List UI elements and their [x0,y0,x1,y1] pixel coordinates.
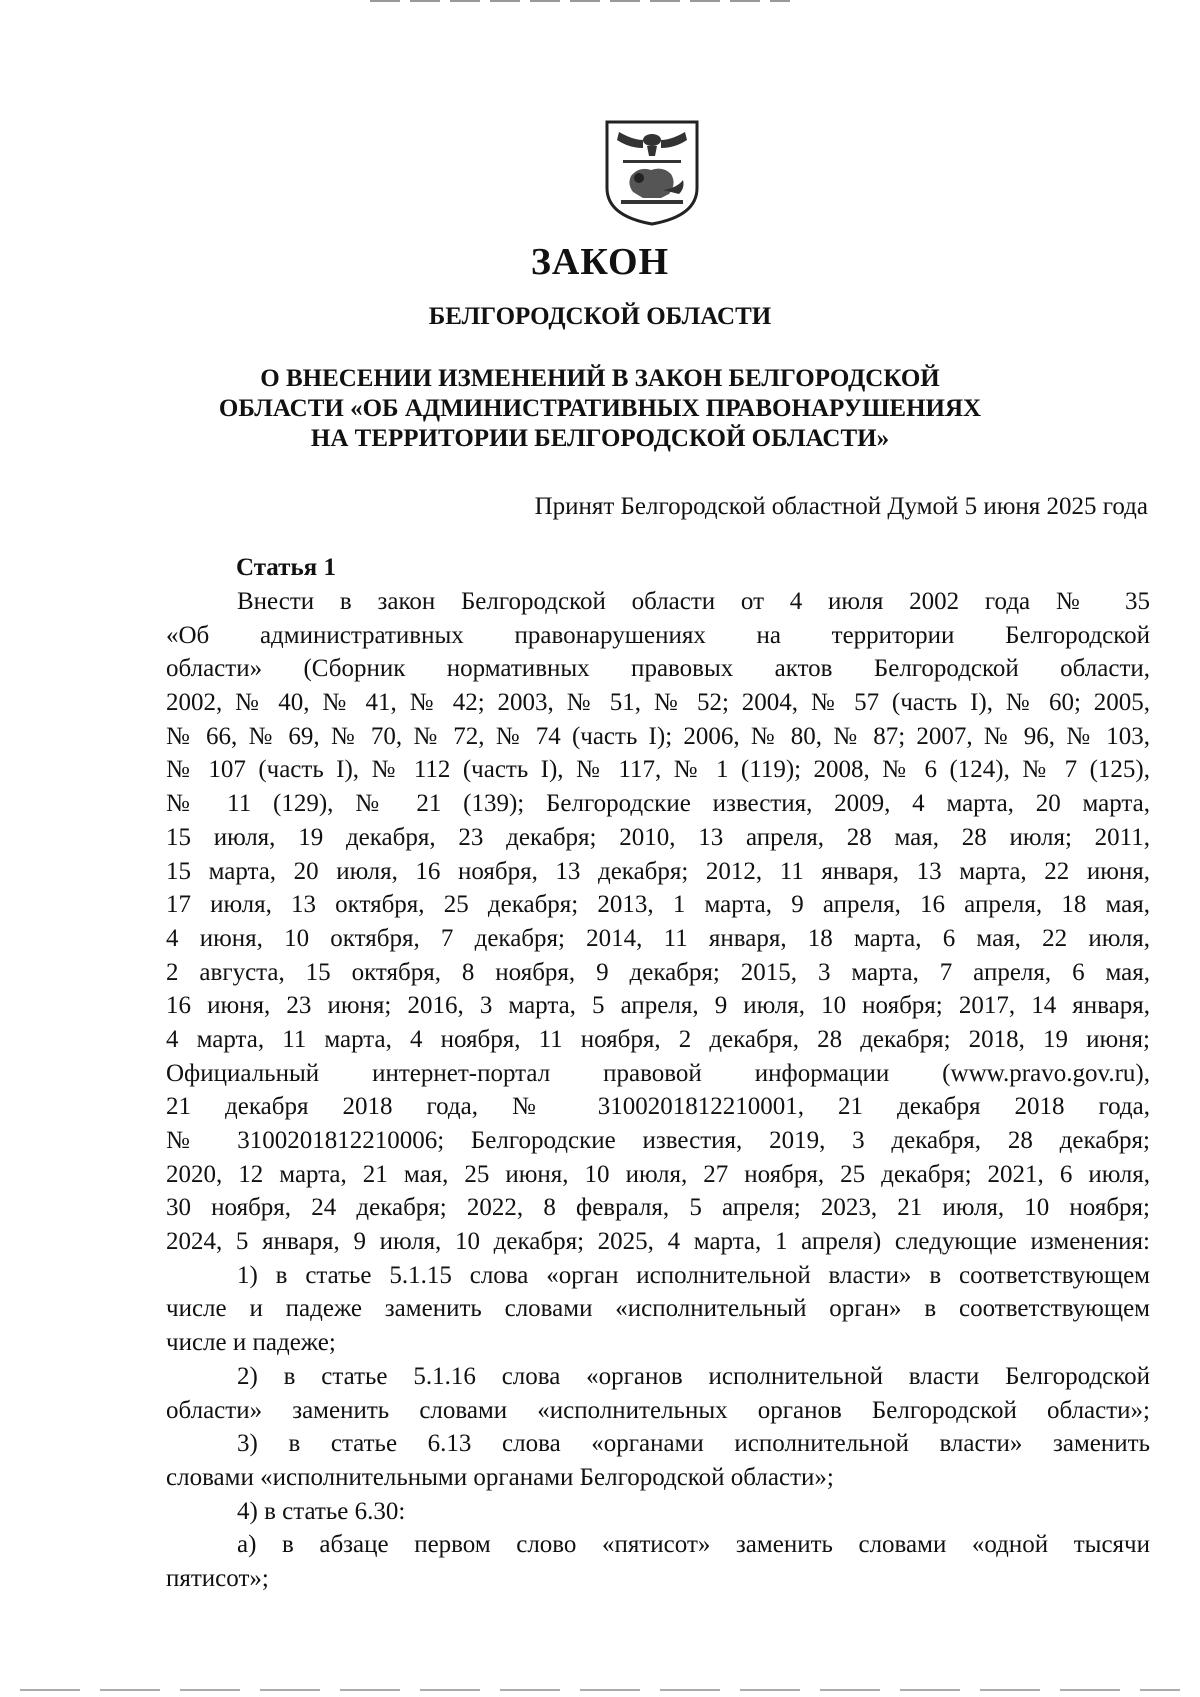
text-line: числе и падеже заменить словами «исполнительный орган» в соответствующем [166,1295,1150,1323]
text-line: пятисот»; [166,1564,269,1592]
text-line: области» заменить словами «исполнительных органов Белгородской области»; [166,1396,1150,1424]
text-line: Внести в закон Белгородской области от 4 июля 2002 года № 35 [237,588,1150,615]
text-line: 1) в статье 5.1.15 слова «орган исполнительной власти» в соответствующем [237,1261,1150,1289]
text-line: 2020, 12 марта, 21 мая, 25 июня, 10 июля, 27 ноября, 25 декабря; 2021, 6 июля, [166,1160,1150,1188]
subject-line: О ВНЕСЕНИИ ИЗМЕНЕНИЙ В ЗАКОН БЕЛГОРОДСКОЙ [260,365,940,392]
belgorod-coat-of-arms-emblem [603,118,701,228]
text-line: № 11 (129), № 21 (139); Белгородские известия, 2009, 4 марта, 20 марта, [166,790,1150,818]
region-title: БЕЛГОРОДСКОЙ ОБЛАСТИ [428,303,772,330]
text-line: 4) в статье 6.30: [237,1497,406,1525]
text-line: 2024, 5 января, 9 июля, 10 декабря; 2025, 4 марта, 1 апреля) следующие изменения: [166,1228,1150,1256]
text-line: Официальный интернет-портал правовой информации (www.pravo.gov.ru), [166,1059,1150,1087]
text-line: 16 июня, 23 июня; 2016, 3 марта, 5 апреля, 9 июля, 10 ноября; 2017, 14 января, [166,992,1150,1020]
text-line: 2) в статье 5.1.16 слова «органов исполнительной власти Белгородской [237,1362,1150,1390]
text-line: области» (Сборник нормативных правовых актов Белгородской области, [166,655,1150,683]
text-line: 2002, № 40, № 41, № 42; 2003, № 51, № 52; 2004, № 57 (часть I), № 60; 2005, [166,689,1150,717]
text-line: 3) в статье 6.13 слова «органами исполнительной власти» заменить [237,1430,1150,1458]
adoption-note: Принят Белгородской областной Думой 5 июня 2025 года [534,493,1148,520]
article-heading: Статья 1 [236,554,336,581]
text-line: 15 марта, 20 июля, 16 ноября, 13 декабря; 2012, 11 января, 13 марта, 22 июня, [166,857,1150,885]
text-line: числе и падеже; [166,1329,336,1357]
text-line: словами «исполнительными органами Белгородской области»; [166,1463,834,1491]
article-body [166,585,1150,1596]
text-line: 17 июля, 13 октября, 25 декабря; 2013, 1 марта, 9 апреля, 16 апреля, 18 мая, [166,891,1150,919]
text-line: 30 ноября, 24 декабря; 2022, 8 февраля, 5 апреля; 2023, 21 июля, 10 ноября; [166,1194,1150,1222]
subject-line: НА ТЕРРИТОРИИ БЕЛГОРОДСКОЙ ОБЛАСТИ» [310,425,890,452]
text-line: № 3100201812210006; Белгородские известия, 2019, 3 декабря, 28 декабря; [166,1127,1150,1154]
text-line: «Об административных правонарушениях на территории Белгородской [166,621,1150,649]
text-line: 2 августа, 15 октября, 8 ноября, 9 декабря; 2015, 3 марта, 7 апреля, 6 мая, [166,958,1150,986]
law-subject-title [150,364,1050,454]
text-line: № 107 (часть I), № 112 (часть I), № 117, № 1 (119); 2008, № 6 (124), № 7 (125), [166,756,1150,784]
text-line: 21 декабря 2018 года, № 3100201812210001, 21 декабря 2018 года, [166,1093,1150,1121]
law-title: ЗАКОН [530,241,670,283]
scan-artifact-bottom [20,1689,1180,1691]
scan-artifact-top [370,0,790,2]
subject-line: ОБЛАСТИ «ОБ АДМИНИСТРАТИВНЫХ ПРАВОНАРУШЕНИЯХ [218,395,982,422]
text-line: 15 июля, 19 декабря, 23 декабря; 2010, 13 апреля, 28 мая, 28 июля; 2011, [166,823,1150,851]
text-line: а) в абзаце первом слово «пятисот» заменить словами «одной тысячи [237,1531,1150,1559]
text-line: № 66, № 69, № 70, № 72, № 74 (часть I); 2006, № 80, № 87; 2007, № 96, № 103, [166,722,1150,750]
text-line: 4 марта, 11 марта, 4 ноября, 11 ноября, 2 декабря, 28 декабря; 2018, 19 июня; [166,1025,1150,1053]
text-line: 4 июня, 10 октября, 7 декабря; 2014, 11 января, 18 марта, 6 мая, 22 июля, [166,924,1150,952]
